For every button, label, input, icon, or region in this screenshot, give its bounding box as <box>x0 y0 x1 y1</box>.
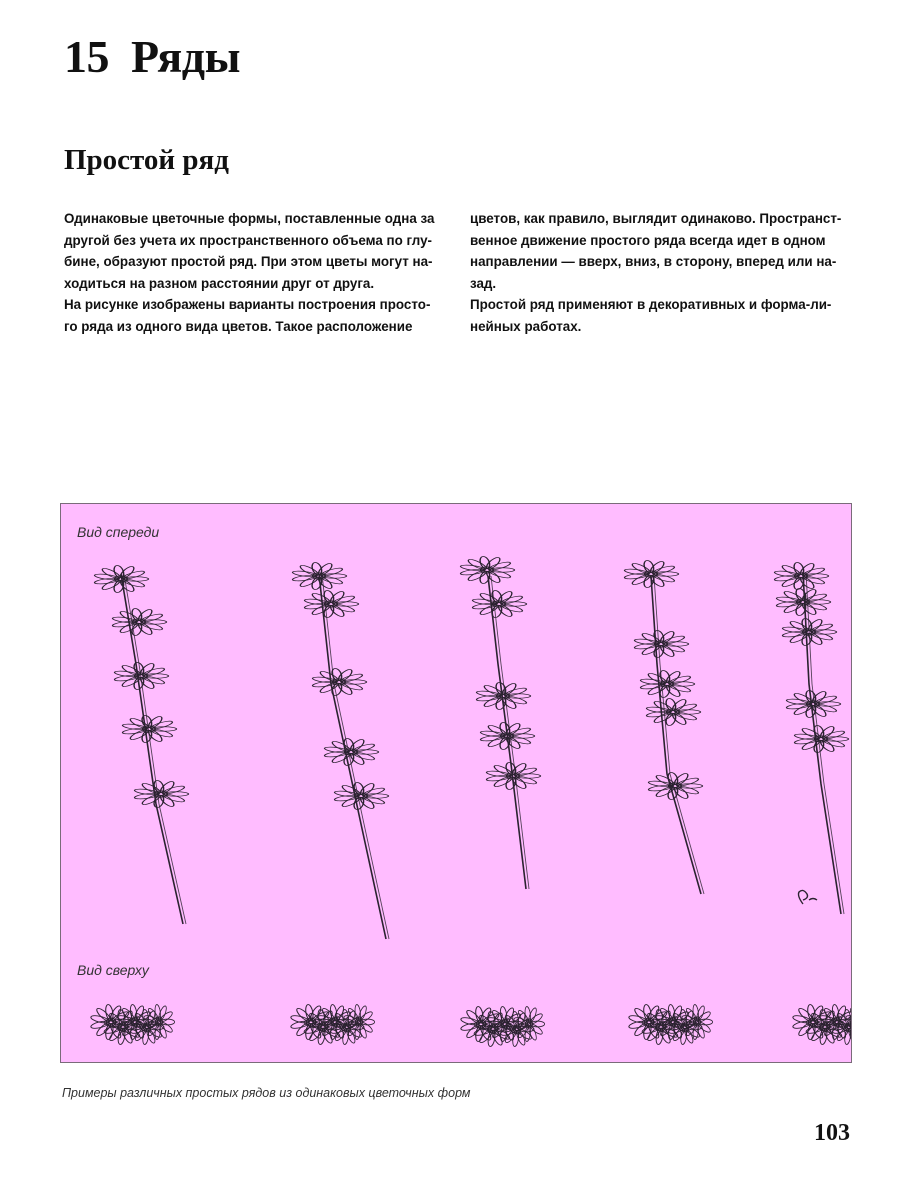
body-text-left-column <box>64 208 452 337</box>
flower-head-row-2 <box>311 668 366 696</box>
body-line: зад. <box>470 275 497 291</box>
chapter-number: 15 <box>64 31 109 82</box>
body-line: венное движение простого ряда всегда идет в одном <box>470 232 826 248</box>
flower-rows-illustration <box>60 503 852 1063</box>
front-view-label: Вид спереди <box>77 524 160 540</box>
flower-head-row-4 <box>639 670 694 698</box>
flower-drawing <box>61 504 851 1062</box>
body-text-right-column <box>470 208 858 337</box>
page-number: 103 <box>814 1120 850 1146</box>
figure-caption: Примеры различных простых рядов из одинаковых цветочных форм <box>62 1086 471 1100</box>
body-line: нейных работах. <box>470 318 582 334</box>
flower-head-row-1 <box>121 715 176 743</box>
body-line: другой без учета их пространственного объема по глу- <box>64 232 433 248</box>
artist-signature <box>799 890 818 904</box>
stem-row-4 <box>651 576 701 894</box>
flower-head-row-3 <box>459 556 514 584</box>
body-line: бине, образуют простой ряд. При этом цветы могут на- <box>64 254 433 269</box>
body-line: го ряда из одного вида цветов. Такое расположение <box>64 318 413 334</box>
flower-head-row-5 <box>793 725 848 753</box>
body-line: Одинаковые цветочные формы, поставленные одна за <box>64 211 435 226</box>
section-title: Простой ряд <box>64 144 229 176</box>
stem-row-2 <box>319 574 386 939</box>
stem-row-4-strand <box>654 576 704 894</box>
flower-head-row-4 <box>633 630 688 658</box>
body-line: На рисунке изображены варианты построения просто- <box>64 297 431 312</box>
body-line: Простой ряд применяют в декоративных и форма-ли- <box>470 297 832 312</box>
flower-head-row-3 <box>471 590 526 618</box>
flower-head-row-1 <box>111 608 166 636</box>
body-line: цветов, как правило, выглядит одинаково. Пространст- <box>470 211 842 226</box>
flower-head-row-1 <box>93 565 148 593</box>
flower-head-row-1 <box>133 780 188 808</box>
flower-head-row-5 <box>773 562 828 590</box>
chapter-title <box>64 30 240 83</box>
stem-row-1 <box>121 574 183 924</box>
flower-head-row-4 <box>647 772 702 800</box>
top-view-label: Вид сверху <box>77 962 149 978</box>
flower-head-row-5 <box>775 588 830 616</box>
flower-head-row-2 <box>333 782 388 810</box>
flower-head-row-2 <box>303 590 358 618</box>
flower-head-row-4 <box>645 698 700 726</box>
chapter-name: Ряды <box>131 31 240 82</box>
body-line: ходиться на разном расстоянии друг от друга. <box>64 275 375 291</box>
body-line: направлении — вверх, вниз, в сторону, вперед или на- <box>470 254 837 269</box>
